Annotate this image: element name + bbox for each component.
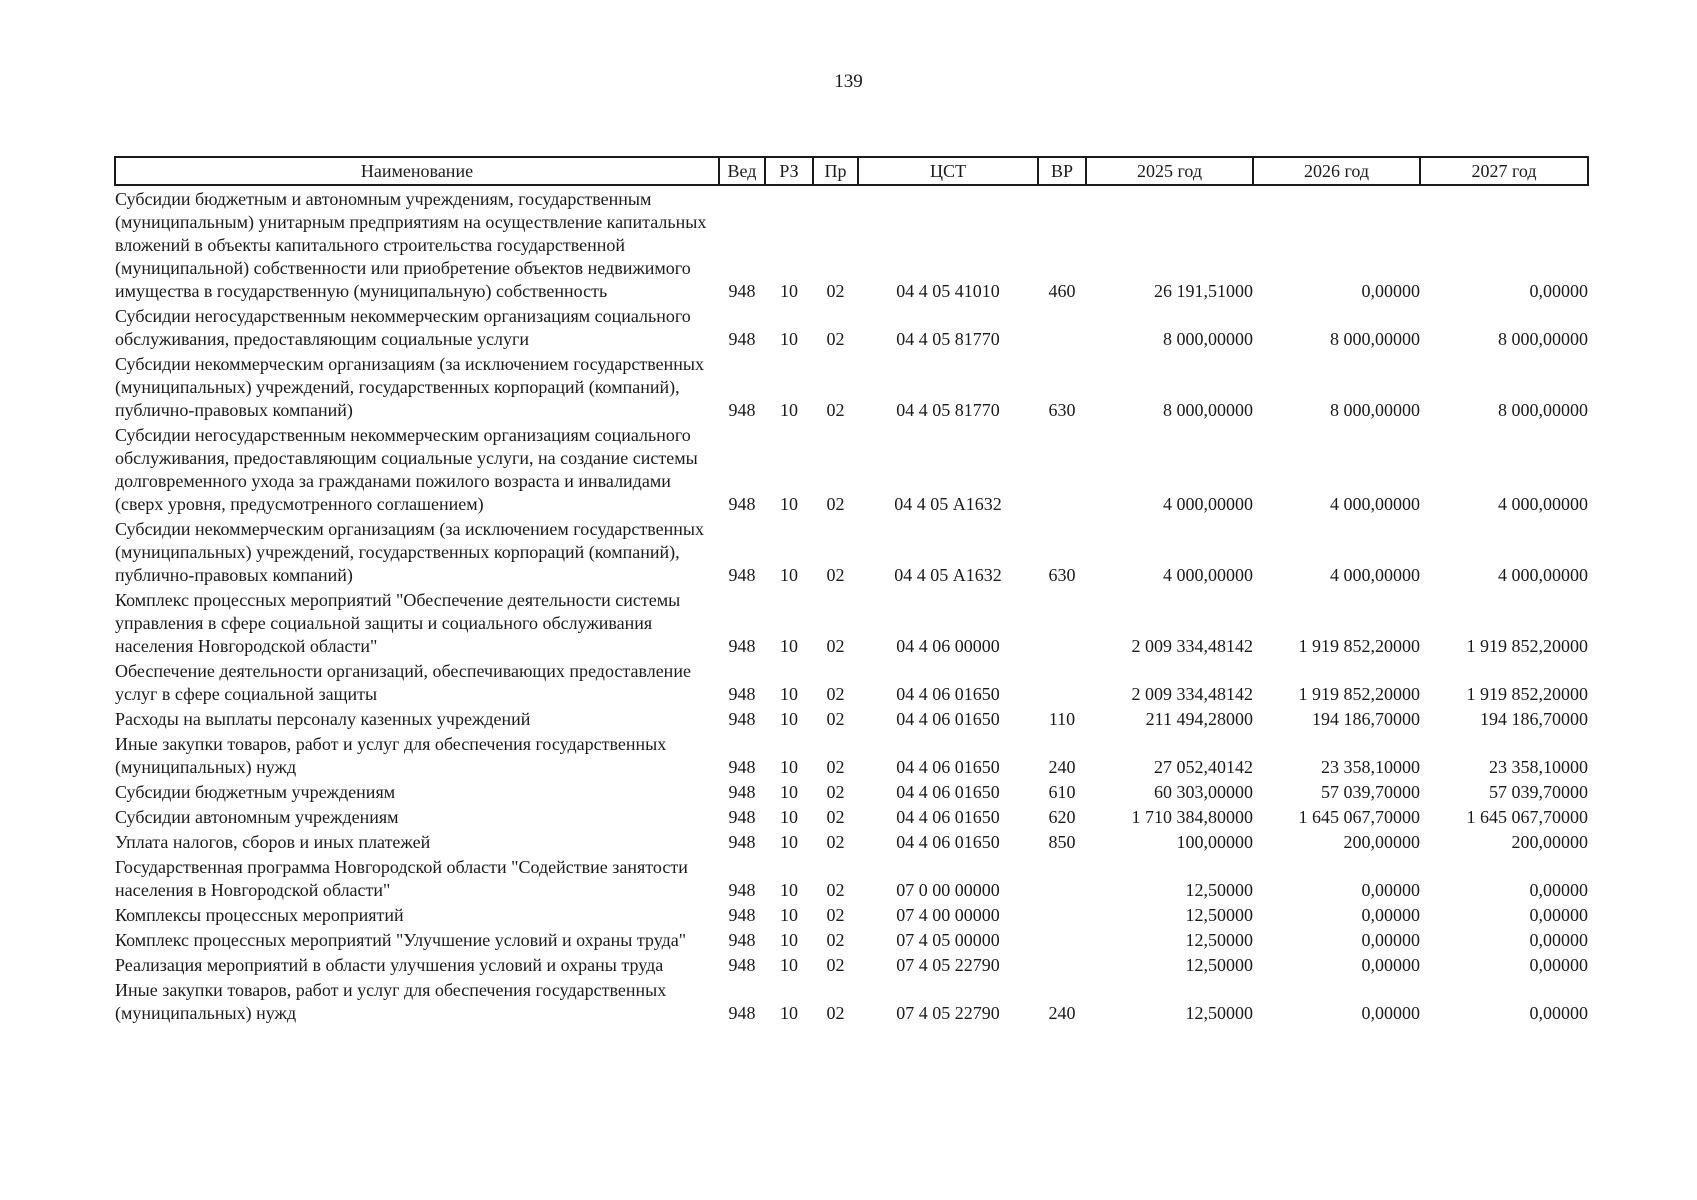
cell-pr: 02 <box>826 930 845 950</box>
cell-vr: 630 <box>1048 400 1076 420</box>
cell-pr: 02 <box>826 400 845 420</box>
header-col-rz: РЗ <box>765 157 813 185</box>
cell-2025: 2 009 334,48142 <box>1131 636 1253 656</box>
cell-2026: 57 039,70000 <box>1321 782 1420 802</box>
header-col-cst: ЦСТ <box>858 157 1038 185</box>
cell-ved: 948 <box>728 930 756 950</box>
cell-cst: 07 4 00 00000 <box>896 905 1000 925</box>
cell-2027: 0,00000 <box>1529 880 1588 900</box>
cell-pr: 02 <box>826 782 845 802</box>
cell-2025: 12,50000 <box>1185 955 1253 975</box>
cell-2026: 0,00000 <box>1361 281 1420 301</box>
cell-2026: 8 000,00000 <box>1330 400 1420 420</box>
cell-rz: 10 <box>780 930 798 950</box>
cell-cst: 04 4 05 41010 <box>896 281 1000 301</box>
cell-2025: 60 303,00000 <box>1154 782 1253 802</box>
cell-cst: 04 4 06 01650 <box>896 832 1000 852</box>
cell-pr: 02 <box>826 880 845 900</box>
cell-2026: 8 000,00000 <box>1330 329 1420 349</box>
cell-cst: 07 0 00 00000 <box>896 880 1000 900</box>
table-row <box>115 422 1588 516</box>
cell-vr: 240 <box>1048 757 1076 777</box>
cell-2026: 200,00000 <box>1343 832 1420 852</box>
cell-vr <box>1038 854 1086 902</box>
cell-ved: 948 <box>728 281 756 301</box>
table-row <box>115 977 1588 1025</box>
cell-2027: 194 186,70000 <box>1480 709 1588 729</box>
cell-2025: 8 000,00000 <box>1163 400 1253 420</box>
cell-pr: 02 <box>826 281 845 301</box>
cell-2025: 12,50000 <box>1185 880 1253 900</box>
cell-name: Субсидии некоммерческим организациям (за исключением государственных (муниципальных) учреждений, государственных корпораций (компаний), публично-правовых компаний) <box>115 519 705 585</box>
cell-2025: 8 000,00000 <box>1163 329 1253 349</box>
cell-name: Субсидии бюджетным учреждениям <box>115 782 396 802</box>
table-row <box>115 731 1588 779</box>
table-body <box>115 185 1588 1025</box>
table-row <box>115 351 1588 422</box>
table-row <box>115 658 1588 706</box>
cell-2026: 0,00000 <box>1361 1003 1420 1023</box>
cell-2025: 26 191,51000 <box>1154 281 1253 301</box>
cell-ved: 948 <box>728 880 756 900</box>
cell-rz: 10 <box>780 807 798 827</box>
cell-ved: 948 <box>728 684 756 704</box>
cell-2026: 0,00000 <box>1361 880 1420 900</box>
cell-vr: 460 <box>1048 281 1076 301</box>
cell-rz: 10 <box>780 400 798 420</box>
cell-name: Субсидии бюджетным и автономным учреждениям, государственным (муниципальным) унитарным предприятиям на осуществление капитальных вложений в объекты капитального строительства государственной (муниципальной) собственности или приобретение объектов недвижимого имущества в государственную (муниципальную) собственность <box>115 189 707 301</box>
cell-pr: 02 <box>826 1003 845 1023</box>
cell-2027: 4 000,00000 <box>1498 565 1588 585</box>
table-row <box>115 706 1588 731</box>
cell-ved: 948 <box>728 400 756 420</box>
header-col-vr: ВР <box>1038 157 1086 185</box>
cell-2026: 194 186,70000 <box>1312 709 1420 729</box>
cell-cst: 07 4 05 00000 <box>896 930 1000 950</box>
table-row <box>115 902 1588 927</box>
cell-vr <box>1038 952 1086 977</box>
cell-cst: 04 4 06 01650 <box>896 709 1000 729</box>
table-row <box>115 927 1588 952</box>
cell-rz: 10 <box>780 684 798 704</box>
table-row <box>115 587 1588 658</box>
cell-2026: 0,00000 <box>1361 955 1420 975</box>
cell-cst: 04 4 05 А1632 <box>894 494 1002 514</box>
header-col-2026: 2026 год <box>1253 157 1420 185</box>
cell-vr <box>1038 303 1086 351</box>
cell-2026: 4 000,00000 <box>1330 494 1420 514</box>
cell-name: Уплата налогов, сборов и иных платежей <box>115 832 431 852</box>
cell-ved: 948 <box>728 1003 756 1023</box>
cell-cst: 07 4 05 22790 <box>896 1003 1000 1023</box>
cell-vr: 240 <box>1048 1003 1076 1023</box>
cell-2027: 8 000,00000 <box>1498 400 1588 420</box>
cell-2027: 4 000,00000 <box>1498 494 1588 514</box>
header-col-pr: Пр <box>813 157 858 185</box>
cell-name: Комплексы процессных мероприятий <box>115 905 404 925</box>
cell-cst: 04 4 06 01650 <box>896 757 1000 777</box>
cell-ved: 948 <box>728 807 756 827</box>
table-row <box>115 779 1588 804</box>
cell-name: Иные закупки товаров, работ и услуг для обеспечения государственных (муниципальных) нужд <box>115 734 667 777</box>
cell-rz: 10 <box>780 494 798 514</box>
cell-ved: 948 <box>728 905 756 925</box>
cell-2025: 100,00000 <box>1176 832 1253 852</box>
cell-2027: 0,00000 <box>1529 905 1588 925</box>
cell-name: Комплекс процессных мероприятий "Обеспечение деятельности системы управления в сфере социальной защиты и социального обслуживания населения Новгородской области" <box>115 590 681 656</box>
cell-rz: 10 <box>780 880 798 900</box>
cell-2026: 1 645 067,70000 <box>1298 807 1420 827</box>
cell-vr <box>1038 927 1086 952</box>
cell-rz: 10 <box>780 905 798 925</box>
cell-rz: 10 <box>780 709 798 729</box>
cell-2027: 57 039,70000 <box>1489 782 1588 802</box>
table-row <box>115 516 1588 587</box>
cell-name: Комплекс процессных мероприятий "Улучшение условий и охраны труда" <box>115 930 687 950</box>
cell-2027: 200,00000 <box>1511 832 1588 852</box>
cell-pr: 02 <box>826 905 845 925</box>
cell-pr: 02 <box>826 709 845 729</box>
cell-2025: 2 009 334,48142 <box>1131 684 1253 704</box>
cell-cst: 04 4 06 01650 <box>896 684 1000 704</box>
cell-pr: 02 <box>826 807 845 827</box>
header-col-name: Наименование <box>115 157 719 185</box>
cell-rz: 10 <box>780 782 798 802</box>
cell-pr: 02 <box>826 636 845 656</box>
cell-vr: 110 <box>1048 709 1076 729</box>
page-number: 139 <box>834 71 863 92</box>
cell-name: Иные закупки товаров, работ и услуг для обеспечения государственных (муниципальных) нужд <box>115 980 667 1023</box>
cell-pr: 02 <box>826 565 845 585</box>
cell-vr: 630 <box>1048 565 1076 585</box>
header-col-2027: 2027 год <box>1420 157 1588 185</box>
cell-2025: 4 000,00000 <box>1163 565 1253 585</box>
cell-cst: 04 4 05 81770 <box>896 329 1000 349</box>
table-header <box>115 157 1588 185</box>
cell-name: Субсидии автономным учреждениям <box>115 807 399 827</box>
cell-pr: 02 <box>826 329 845 349</box>
budget-table <box>114 156 1589 1025</box>
cell-ved: 948 <box>728 636 756 656</box>
cell-ved: 948 <box>728 757 756 777</box>
cell-2027: 1 919 852,20000 <box>1466 636 1588 656</box>
cell-cst: 04 4 06 01650 <box>896 782 1000 802</box>
cell-pr: 02 <box>826 494 845 514</box>
cell-rz: 10 <box>780 757 798 777</box>
cell-2027: 1 919 852,20000 <box>1466 684 1588 704</box>
header-row <box>115 157 1588 185</box>
cell-rz: 10 <box>780 636 798 656</box>
cell-vr <box>1038 658 1086 706</box>
cell-2025: 12,50000 <box>1185 905 1253 925</box>
cell-vr: 620 <box>1048 807 1076 827</box>
cell-2027: 23 358,10000 <box>1489 757 1588 777</box>
cell-ved: 948 <box>728 494 756 514</box>
cell-cst: 04 4 05 81770 <box>896 400 1000 420</box>
cell-name: Субсидии негосударственным некоммерческим организациям социального обслуживания, предоставляющим социальные услуги, на создание системы долговременного ухода за гражданами пожилого возраста и инвалидами (сверх уровня, предусмотренного соглашением) <box>115 425 698 514</box>
cell-2025: 12,50000 <box>1185 1003 1253 1023</box>
cell-2026: 0,00000 <box>1361 930 1420 950</box>
cell-ved: 948 <box>728 709 756 729</box>
cell-rz: 10 <box>780 1003 798 1023</box>
cell-ved: 948 <box>728 565 756 585</box>
table-row <box>115 952 1588 977</box>
cell-2027: 0,00000 <box>1529 281 1588 301</box>
cell-2026: 4 000,00000 <box>1330 565 1420 585</box>
cell-ved: 948 <box>728 329 756 349</box>
cell-vr <box>1038 587 1086 658</box>
cell-2026: 23 358,10000 <box>1321 757 1420 777</box>
table-row <box>115 854 1588 902</box>
cell-ved: 948 <box>728 782 756 802</box>
cell-ved: 948 <box>728 955 756 975</box>
cell-ved: 948 <box>728 832 756 852</box>
cell-name: Субсидии некоммерческим организациям (за исключением государственных (муниципальных) учреждений, государственных корпораций (компаний), публично-правовых компаний) <box>115 354 705 420</box>
cell-cst: 04 4 06 00000 <box>896 636 1000 656</box>
cell-vr <box>1038 902 1086 927</box>
cell-2025: 211 494,28000 <box>1145 709 1253 729</box>
cell-cst: 07 4 05 22790 <box>896 955 1000 975</box>
cell-name: Субсидии негосударственным некоммерческим организациям социального обслуживания, предоставляющим социальные услуги <box>115 306 691 349</box>
cell-vr: 610 <box>1048 782 1076 802</box>
cell-pr: 02 <box>826 757 845 777</box>
cell-2027: 1 645 067,70000 <box>1466 807 1588 827</box>
header-col-ved: Вед <box>719 157 765 185</box>
cell-pr: 02 <box>826 955 845 975</box>
cell-cst: 04 4 05 А1632 <box>894 565 1002 585</box>
cell-pr: 02 <box>826 684 845 704</box>
cell-2025: 1 710 384,80000 <box>1131 807 1253 827</box>
cell-vr: 850 <box>1048 832 1076 852</box>
table-row <box>115 829 1588 854</box>
cell-rz: 10 <box>780 565 798 585</box>
cell-2026: 1 919 852,20000 <box>1298 636 1420 656</box>
cell-name: Государственная программа Новгородской области "Содействие занятости населения в Новгородской области" <box>115 857 688 900</box>
table-row <box>115 303 1588 351</box>
cell-name: Обеспечение деятельности организаций, обеспечивающих предоставление услуг в сфере социальной защиты <box>115 661 691 704</box>
cell-2025: 4 000,00000 <box>1163 494 1253 514</box>
cell-2027: 0,00000 <box>1529 930 1588 950</box>
cell-name: Реализация мероприятий в области улучшения условий и охраны труда <box>115 955 664 975</box>
cell-pr: 02 <box>826 832 845 852</box>
cell-2026: 1 919 852,20000 <box>1298 684 1420 704</box>
cell-2025: 27 052,40142 <box>1154 757 1253 777</box>
cell-rz: 10 <box>780 955 798 975</box>
cell-cst: 04 4 06 01650 <box>896 807 1000 827</box>
cell-2025: 12,50000 <box>1185 930 1253 950</box>
cell-rz: 10 <box>780 832 798 852</box>
cell-rz: 10 <box>780 329 798 349</box>
cell-vr <box>1038 422 1086 516</box>
cell-2026: 0,00000 <box>1361 905 1420 925</box>
cell-name: Расходы на выплаты персоналу казенных учреждений <box>115 709 531 729</box>
cell-rz: 10 <box>780 281 798 301</box>
cell-2027: 0,00000 <box>1529 955 1588 975</box>
header-col-2025: 2025 год <box>1086 157 1253 185</box>
cell-2027: 0,00000 <box>1529 1003 1588 1023</box>
table-row <box>115 804 1588 829</box>
cell-2027: 8 000,00000 <box>1498 329 1588 349</box>
table-row <box>115 185 1588 303</box>
